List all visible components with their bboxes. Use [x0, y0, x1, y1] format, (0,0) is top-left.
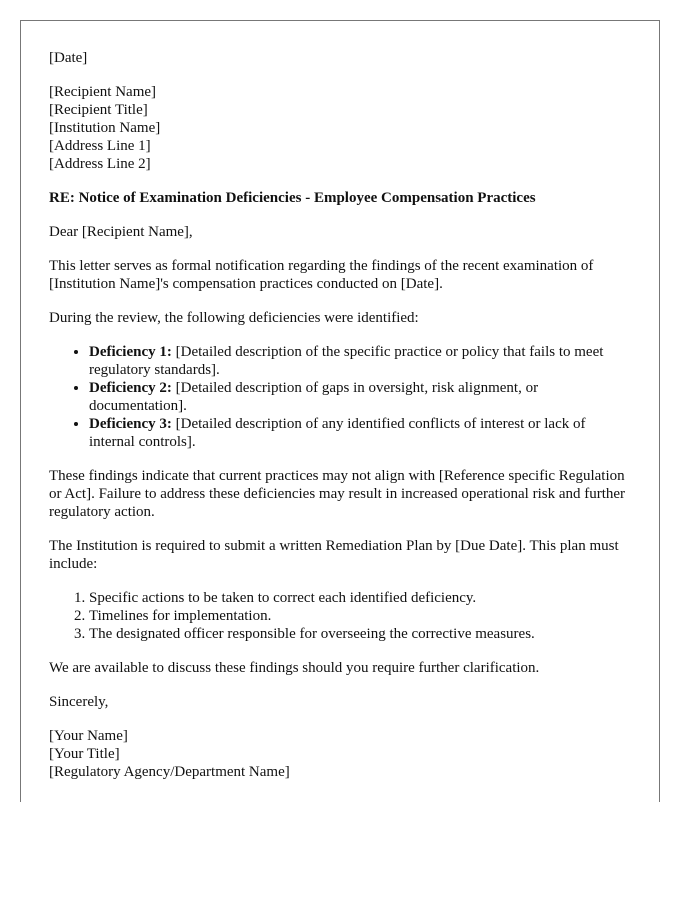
- sender-title: [Your Title]: [49, 746, 120, 762]
- address-line-2: [Address Line 2]: [49, 156, 151, 172]
- letter-date: [Date]: [49, 50, 88, 66]
- deficiency-item-2: [89, 379, 631, 415]
- review-intro-paragraph: During the review, the following deficiencies were identified:: [49, 310, 419, 326]
- salutation: Dear [Recipient Name],: [49, 224, 193, 240]
- subject-line: RE: Notice of Examination Deficiencies - Employee Compensation Practices: [49, 190, 536, 206]
- deficiency-list: [49, 343, 631, 451]
- findings-paragraph: These findings indicate that current practices may not align with [Reference specific Regulation or Act]. Failure to address these deficiencies may result in increased operational risk and further regulatory action.: [49, 468, 626, 520]
- requirement-paragraph: The Institution is required to submit a written Remediation Plan by [Due Date]. This plan must include:: [49, 538, 619, 572]
- deficiency-text: [Detailed description of the specific practice or policy that fails to meet regulatory standards].: [89, 344, 604, 378]
- recipient-name: [Recipient Name]: [49, 84, 157, 100]
- deficiency-item-1: [89, 343, 631, 379]
- plan-item-2: 2. Timelines for implementation.: [89, 607, 631, 625]
- intro-paragraph: This letter serves as formal notification regarding the findings of the recent examination of [Institution Name]'s compensation practices conducted on [Date].: [49, 258, 594, 292]
- address-line-1: [Address Line 1]: [49, 138, 151, 154]
- plan-item-3: 3. The designated officer responsible for overseeing the corrective measures.: [89, 625, 631, 643]
- deficiency-item-3: [89, 415, 631, 451]
- deficiency-label: Deficiency 3:: [89, 416, 172, 432]
- recipient-title: [Recipient Title]: [49, 102, 148, 118]
- sender-name: [Your Name]: [49, 728, 128, 744]
- letter-page: [20, 20, 660, 802]
- closing-paragraph: We are available to discuss these findings should you require further clarification.: [49, 660, 540, 676]
- remediation-plan-list: [49, 589, 631, 643]
- plan-item-1: 1. Specific actions to be taken to correct each identified deficiency.: [89, 589, 631, 607]
- signature-block: [49, 727, 631, 781]
- sender-agency: [Regulatory Agency/Department Name]: [49, 764, 290, 780]
- signoff: Sincerely,: [49, 694, 109, 710]
- institution-name: [Institution Name]: [49, 120, 161, 136]
- recipient-address-block: [49, 83, 631, 173]
- deficiency-label: Deficiency 2:: [89, 380, 172, 396]
- deficiency-text: [Detailed description of any identified conflicts of interest or lack of internal controls].: [89, 416, 586, 450]
- deficiency-label: Deficiency 1:: [89, 344, 172, 360]
- deficiency-text: [Detailed description of gaps in oversight, risk alignment, or documentation].: [89, 380, 539, 414]
